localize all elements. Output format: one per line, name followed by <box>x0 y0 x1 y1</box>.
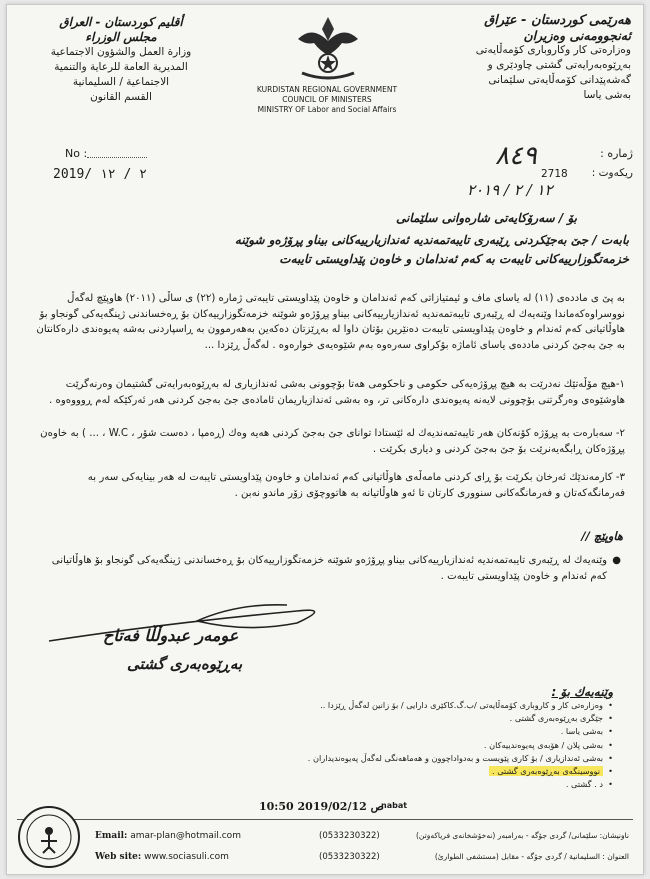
paragraph-point-3: ٣- كارمەندێك ئەرخان بكرێت بۆ ڕای كردنی مامەڵەی هاوڵاتیانی كەم ئەندامان و خاوەن پێداویستی تایبەت لە هەر بینایەكی سەر بە فەرمانگەكەتان و فەرمانگەكانی سنووری كارتان تا ئەو هاوڵاتیانە بە هاتووچۆی زۆر ماندو نەبن . <box>87 472 625 499</box>
recipient-line: بۆ / سەرۆكایەتی شارەوانی سلێمانی <box>395 211 577 225</box>
received-stamp-time: 10:50 2019/02/12 ص <box>259 800 384 813</box>
subject-line-1: بابەت / جێ بەجێكردنی ڕێبەری تایبەتمەندیە ئەندازیارییەكانی بیناو پڕۆژەو شوێنە <box>234 233 629 247</box>
copies-item: • بەشی ئەندازیاری / بۆ كاری پێویست و بەدواداچوون و هەماهەنگی لەگەڵ پەیوەندیداران . <box>233 752 613 765</box>
no-label: No : <box>65 147 88 160</box>
email-label: Email: <box>95 831 128 841</box>
date-label: ریكەوت : <box>591 167 633 179</box>
subject-block <box>89 231 629 269</box>
copies-item: • بەشی یاسا . <box>233 725 613 738</box>
header-kurdish-ministry: وەزارەتی كار وكاروباری كۆمەڵایەتی <box>475 44 631 56</box>
copies-heading: وێنەیەك بۆ : <box>551 685 613 699</box>
header-arabic <box>21 15 221 105</box>
number-label: ژمارە : <box>600 147 633 160</box>
email-value[interactable]: amar-plan@hotmail.com <box>130 831 241 841</box>
copies-item: • وەزارەتی كار و كاروباری كۆمەڵایەتی /ب.گ.كاكێری دارایی / بۆ زانین لەگەڵ ڕێزدا .. <box>233 699 613 712</box>
header-arabic-section: القسم القانون <box>90 91 152 103</box>
attachment-item <box>47 553 621 584</box>
copies-item: • جێگری بەڕێوەبەری گشتی . <box>233 712 613 725</box>
date-stamp-value: 2718 <box>541 168 568 180</box>
paragraph-point-2: ٢- سەبارەت بە پڕۆژە كۆنەكان هەر تایبەتمەندیەك لە ئێستادا تواناى جێ بەجێ كردنی هەیە وەك (ڕەمپا ، دەست شۆر ، W.C ، ... ) بە خاوەن پڕۆژەكان ڕابگەیەنرێت بۆ جێ بەجێ كردنی و دیاری بكرێت . <box>40 428 625 455</box>
copies-item: • د . گشتی . <box>233 778 613 791</box>
footer-address-kurdish: ناونیشان: سلێمانی/ گردی جۆگە - بەرامبەر (نەخۆشخانەی فریاكەوتن) <box>416 831 629 840</box>
header-arabic-ministry: وزارة العمل والشؤون الاجتماعية <box>50 46 192 58</box>
center-line-krg: KURDISTAN REGIONAL GOVERNMENT <box>256 85 398 94</box>
date-handwritten: ١٢ / ٢ / ٢٠١٩ <box>467 181 553 199</box>
received-stamp-source: nabat <box>381 801 408 810</box>
copies-list <box>233 699 613 791</box>
website-value[interactable]: www.sociasuli.com <box>144 852 229 862</box>
attachment-heading: هاوپێچ // <box>581 529 623 543</box>
attachment-item-text: وێنەیەك لە ڕێبەری تایبەتمەندیە ئەندازیارییەكانی بیناو پڕۆژەو شوێنە خزمەتگوزارییەكان بۆ ڕەخساندنی ژینگەیەكی گونجاو بۆ هاوڵاتیانی كەم ئەندام و خاوەن پێداویستی تایبەت . <box>51 555 607 582</box>
header-arabic-directorate: المديرية العامة للرعاية والتنمية <box>54 61 188 73</box>
header-arabic-social: الاجتماعية / السليمانية <box>72 76 170 88</box>
center-line-council: COUNCIL OF MINISTERS <box>282 95 372 104</box>
ministry-seal-icon <box>17 805 81 869</box>
subject-line-2: خزمەتگوزارییەكانی تایبەت بە كەم ئەندامان و خاوەن پێداویستی تایبەت <box>279 252 629 266</box>
footer-email <box>95 831 241 841</box>
date-left: 2019/ ٢ / ١٢ <box>53 167 147 182</box>
signatory-name: عومەر عبدوڵڵا فەتاح <box>103 626 239 645</box>
header-center-text <box>237 85 417 115</box>
website-label: Web site: <box>95 852 142 862</box>
footer-phone-2: (0533230322) <box>319 852 380 862</box>
header-kurdish-region: هەرێمی کوردستان - عێراق <box>484 13 631 28</box>
footer-address-arabic: العنوان : السليمانية / گردی جۆگە - مقابل (مستشفى الطوارئ) <box>434 852 629 861</box>
footer-website <box>95 852 229 862</box>
footer-phone-1: (0533230322) <box>319 831 380 841</box>
number-handwritten: ٨٤٩ <box>495 141 537 171</box>
bullet-icon: ● <box>612 555 621 566</box>
header-kurdish-social: گەشەپێدانی كۆمەڵایەتی سلێمانی <box>488 74 631 86</box>
krg-emblem-icon <box>288 11 368 83</box>
footer-divider <box>17 819 633 820</box>
no-dotted-line <box>87 157 147 158</box>
header-arabic-council: مجلس الوزراء <box>85 30 157 44</box>
header-kurdish-directorate: بەڕێوەبەرایەتی گشتی چاودێری و <box>487 59 631 71</box>
signatory-title: بەڕێوەبەری گشتی <box>127 655 243 673</box>
header-arabic-region: أقليم كوردستان - العراق <box>59 15 183 29</box>
center-line-ministry: MINISTRY OF Labor and Social Affairs <box>257 105 397 114</box>
document-page <box>6 4 644 875</box>
paragraph-intro: بە پێ ی ماددەی (١١) لە یاسای ماف و ئیمتیازاتی كەم ئەندامان و خاوەن پێداویستی تایبەتی ژمارە (٢٢) ی ساڵی (٢٠١١) هاوپێچ لەگەڵ نووسراوەكەماندا وێنەیەك لە ڕێبەری تایبەتمەندیە ئەندازیارییەكانی بیناو پڕۆژەو شوێنە خزمەتگوزارییەكان بۆ ڕەخساندنی ژینگەیەكی گونجاو بۆ هاوڵاتیانی كەم ئەندام و خاوەن پێداویستی تایبەت دەنێرین بۆتان داوا لە بەڕێزتان دەكەین بەهەرموون بە ڕاسپاردنی بەشە پەیوەندی دارەكانتان بە جێ بەجێ كردنی ماددەی یاسای ئاماژە بۆكراوی سەرەوە بەم شێوەیەی خوارەوە . لەگەڵ ڕێزدا ... <box>36 293 625 351</box>
header-kurdish-section: بەشی یاسا <box>583 89 631 101</box>
paragraph-point-1: ١-هیچ مۆڵەتێك نەدرێت بە هیچ پڕۆژەیەكی حكومی و ناحكومی هەتا بۆچوونی بەشی ئەندازیاری لە بەڕێوەبەرایەتی گشتیمان وەرنەگرێت هاوشێوەی وەرگرتنی بۆچوونی لایەنە پەیوەندی دارەكانی تر، وە بەشی ئەندازیاریمان ئامادەی جێ بەجێ كردنی هەر ئەركێكە لەم ڕوووەوە . <box>49 379 625 406</box>
header-kurdish-council: ئەنجوومەنی وەزیران <box>523 28 631 43</box>
copies-item: • بەشی پلان / هۆبەی پەیوەندییەكان . <box>233 739 613 752</box>
copies-item-highlighted: • نووسینگەی بەڕێوەبەری گشتی . <box>233 765 613 778</box>
header-kurdish <box>421 13 631 103</box>
